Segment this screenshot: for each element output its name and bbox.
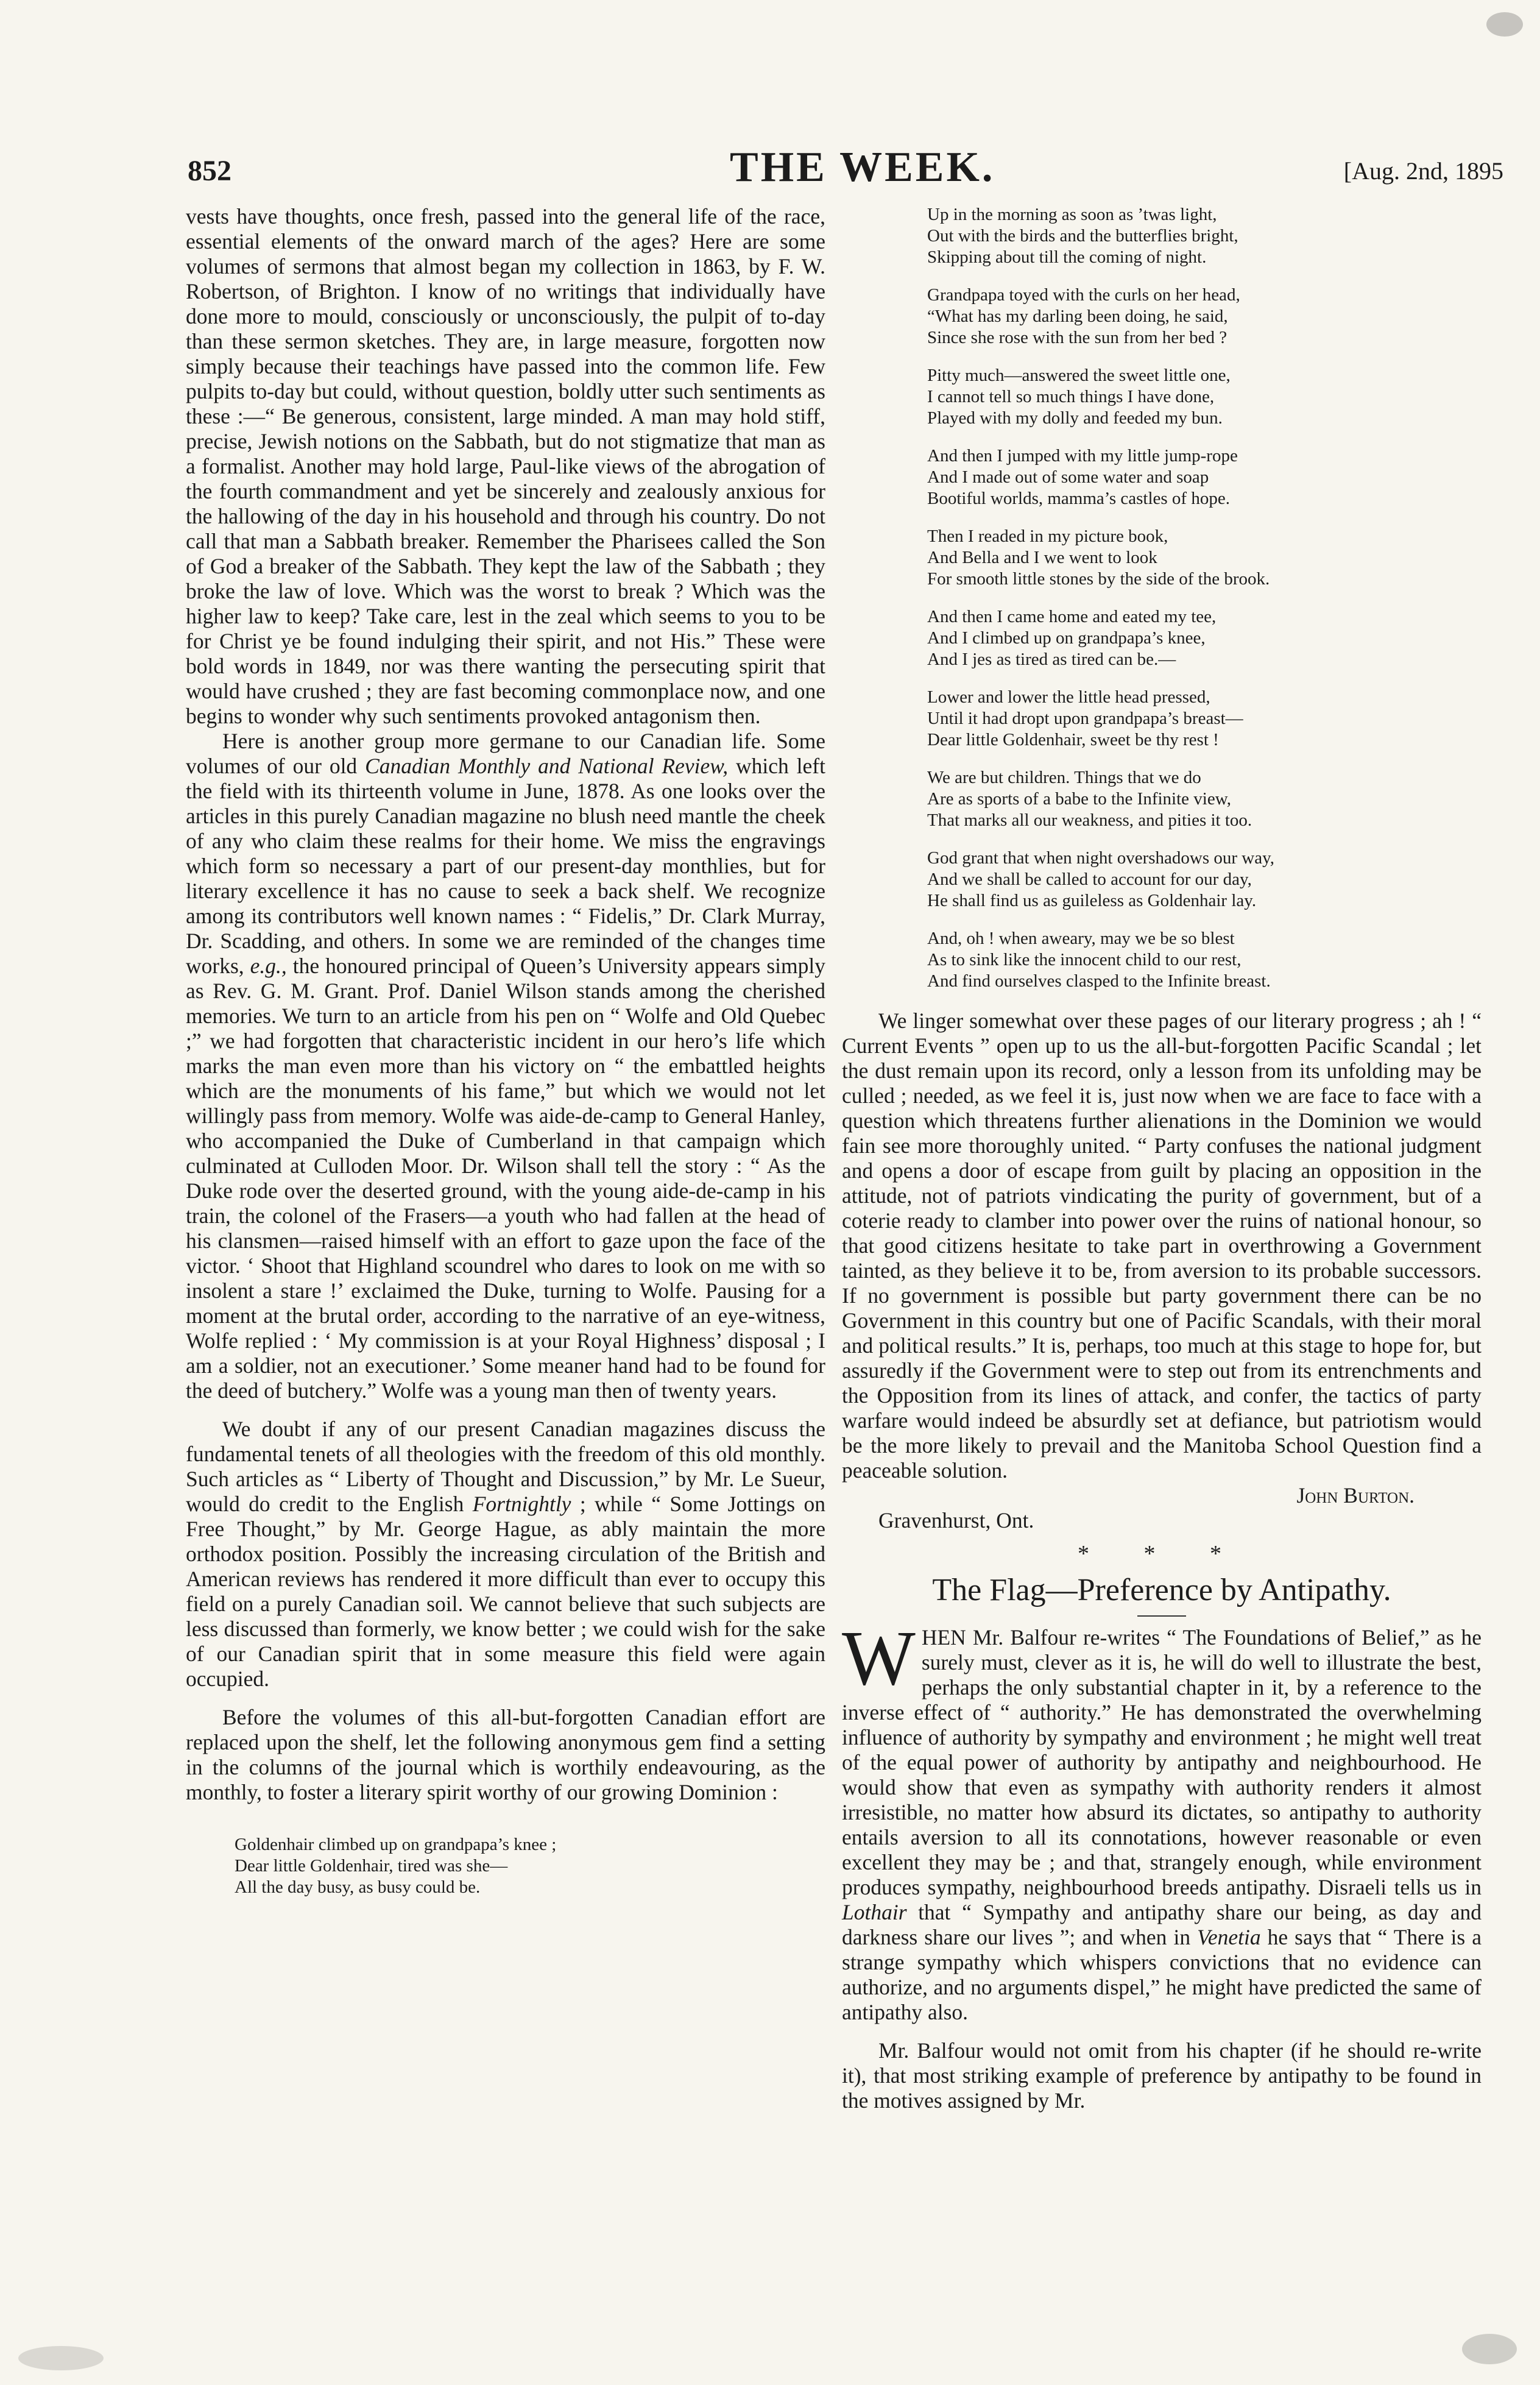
poem-stanza: Lower and lower the little head pressed, Until it had dropt upon grandpapa’s breast— Dear little Goldenhair, sweet be thy rest ! bbox=[927, 687, 1243, 750]
scan-speckle bbox=[1486, 12, 1523, 37]
poem-stanza: And then I came home and eated my tee, And I climbed up on grandpapa’s knee, And I jes as tired as tired can be.— bbox=[927, 607, 1217, 669]
drop-cap: W bbox=[842, 1615, 916, 1701]
poem-stanza: And then I jumped with my little jump-rope And I made out of some water and soap Bootiful worlds, mamma’s castles of hope. bbox=[927, 446, 1238, 508]
poem-line: Dear little Goldenhair, tired was she— bbox=[235, 1856, 508, 1876]
paragraph: We doubt if any of our present Canadian magazines discuss the fundamental tenets of all theologies with the freedom of this old monthly. Such articles as “ Liberty of Thought and Discussion,” by Mr. Le Sueur, would do credit to the English Fortnightly ; while “ Some Jottings on Free Thought,” by Mr. George Hague, as ably maintain the more orthodox position. Possibly the increasing circulation of the British and American reviews has rendered it more difficult than ever to occupy this field on a purely Canadian soil. We cannot believe that such subjects are less discussed than formerly, we know better ; we could wish for the sake of our Canadian spirit that in some measure this field were again occupied. bbox=[186, 1417, 825, 1691]
author-location: Gravenhurst, Ont. bbox=[878, 1508, 1034, 1533]
poem-line: All the day busy, as busy could be. bbox=[235, 1877, 481, 1897]
left-column bbox=[186, 204, 825, 1898]
paragraph: We linger somewhat over these pages of our literary progress ; ah ! “ Current Events ” open up to us the all-but-forgotten Pacific Scandal ; let the dust remain upon its record, only a lesson from its unfolding may be culled ; needed, as we feel it is, just now when we are face to face with a question which threatens further alienations in the Dominion we would fain see more thoroughly united. “ Party confuses the national judgment and opens a door of escape from guilt by placing an opposition in the attitude, not of patriots vindicating the purity of government, but of a coterie ready to clamber into power over the ruins of national honour, so that good citizens hesitate to take part in overthrowing a Government tainted, as they believe it to be, from aversion to its probable successors. If no government is possible but party government there can be no Government in this country but one of Pacific Scandals, with their moral and political results.” It is, perhaps, too much at this stage to hope for, but assuredly if the Government were to step out from its entrenchments and the Opposition from its lines of attack, and confer, the tactics of party warfare would indeed be absurdly set at defiance, but patriotism would be the more likely to prevail and the Manitoba School Question find a peaceable solution. bbox=[842, 1008, 1482, 1483]
poem-stanza: We are but children. Things that we do Are as sports of a babe to the Infinite view, That marks all our weakness, and pities it too. bbox=[927, 768, 1252, 830]
page-header bbox=[188, 143, 1528, 192]
page-number: 852 bbox=[188, 155, 231, 187]
article-heading: The Flag—Preference by Antipathy. bbox=[932, 1573, 1391, 1607]
poem-stanza: God grant that when night overshadows our way, And we shall be called to account for our day, He shall find us as guileless as Goldenhair lay. bbox=[927, 848, 1274, 910]
poem-stanza: Grandpapa toyed with the curls on her head, “What has my darling been doing, he said, Since she rose with the sun from her bed ? bbox=[927, 285, 1240, 347]
heading-rule bbox=[1137, 1615, 1186, 1617]
section-separator: * * * bbox=[1078, 1541, 1246, 1567]
masthead-title: THE WEEK. bbox=[730, 144, 995, 191]
paragraph: Before the volumes of this all-but-forgotten Canadian effort are replaced upon the shelf, let the following anonymous gem find a setting in the columns of the journal which is worthily endeavouring, as the monthly, to foster a literary spirit worthy of our growing Dominion : bbox=[186, 1705, 825, 1804]
poem-continuation bbox=[927, 204, 1482, 992]
paragraph: WHEN Mr. Balfour re-writes “ The Foundations of Belief,” as he surely must, clever as it is, he will do well to illustrate the best, perhaps the only substantial chapter in it, by a reference to the inverse effect of “ authority.” He has demonstrated the overwhelming influence of authority by sympathy and environment ; he might well treat of the equal power of authority by antipathy and neighbourhood. He would show that even as sympathy with authority renders it almost irresistible, no matter how absurd its dictates, so antipathy to authority entails aversion to all its connotations, however reasonable or even excellent they may be ; and that, strangely enough, while environment produces sympathy, neighbourhood breeds antipathy. Disraeli tells us in Lothair that “ Sympathy and antipathy share our being, as day and darkness share our lives ”; and when in Venetia he says that “ There is a strange sympathy which whispers convictions that no evidence can authorize, and no arguments dispel,” he might have predicted the same of antipathy also. bbox=[842, 1615, 1482, 2024]
paragraph: vests have thoughts, once fresh, passed into the general life of the race, essential elements of the onward march of the ages? Here are some volumes of sermons that almost began my collection in 1863, by F. W. Robertson, of Brighton. I know of no writings that individually have done more to mould, consciously or unconsciously, the pulpit of to-day than these sermon sketches. They are, in large measure, forgotten now simply because their teachings have passed into the common life. Few pulpits to-day but could, without question, boldly utter such sentiments as these :—“ Be generous, consistent, large minded. A man may hold stiff, precise, Jewish notions on the Sabbath, but do not stigmatize that man as a formalist. Another may hold large, Paul-like views of the abrogation of the fourth commandment and yet be sincerely and zealously anxious for the hallowing of the day in his household and through his country. Do not call that man a Sabbath breaker. Remember the Pharisees called the Son of God a breaker of the Sabbath. They kept the law of the Sabbath ; they broke the law of love. Which was the worst to break ? Which was the higher law to keep? Take care, lest in the zeal which seems to you to be for Christ ye be found indulging their spirit, and not His.” These were bold words in 1849, nor was there wanting the persecuting spirit that would have crushed ; they are fast becoming commonplace now, and one begins to wonder why such sentiments provoked antagonism then. bbox=[186, 204, 825, 728]
poem-line: Goldenhair climbed up on grandpapa’s knee ; bbox=[235, 1835, 557, 1854]
right-column bbox=[842, 204, 1482, 2113]
poem-excerpt bbox=[235, 1834, 825, 1898]
poem-stanza: And, oh ! when aweary, may we be so blest As to sink like the innocent child to our rest, And find ourselves clasped to the Infinite breast. bbox=[927, 929, 1271, 991]
paragraph: Here is another group more germane to our Canadian life. Some volumes of our old Canadian Monthly and National Review, which left the field with its thirteenth volume in June, 1878. As one looks over the articles in this purely Canadian magazine no blush need mantle the cheek of any who claim these realms for their home. We miss the engravings which form so necessary a part of our present-day monthlies, but for literary excellence it has no cause to seek a back shelf. We recognize among its contributors well known names : “ Fidelis,” Dr. Clark Murray, Dr. Scadding, and others. In some we are reminded of the changes time works, e.g., the honoured principal of Queen’s University appears simply as Rev. G. M. Grant. Prof. Daniel Wilson stands among the cherished memories. We turn to an article from his pen on “ Wolfe and Old Quebec ;” we had forgotten that characteristic incident in our hero’s life which marks the man even more than his victory on “ the embattled heights which are the monuments of his fame,” but which we would not let willingly pass from memory. Wolfe was aide-de-camp to General Hanley, who accompanied the Duke of Cumberland in that campaign which culminated at Culloden Moor. Dr. Wilson shall tell the story : “ As the Duke rode over the deserted ground, with the young aide-de-camp in his train, the colonel of the Frasers—a youth who had fallen at the head of his clansmen—raised himself with an effort to gaze upon the face of the victor. ‘ Shoot that Highland scoundrel who dares to look on me with so insolent a stare !’ exclaimed the Duke, turning to Wolfe. Pausing for a moment at the brutal order, according to the narrative of an eye-witness, Wolfe replied : ‘ My commission is at your Royal Highness’ disposal ; I am a soldier, not an executioner.’ Some meaner hand had to be found for the deed of butchery.” Wolfe was a young man then of twenty years. bbox=[186, 729, 825, 1403]
author-signature: John Burton. bbox=[1296, 1483, 1415, 1508]
scan-speckle bbox=[18, 2346, 104, 2370]
poem-stanza: Then I readed in my picture book, And Bella and I we went to look For smooth little stones by the side of the brook. bbox=[927, 526, 1270, 589]
poem-stanza: Pitty much—answered the sweet little one, I cannot tell so much things I have done, Played with my dolly and feeded my bun. bbox=[927, 366, 1231, 428]
issue-date: [Aug. 2nd, 1895 bbox=[1343, 157, 1503, 185]
paragraph: Mr. Balfour would not omit from his chapter (if he should re-write it), that most striking example of preference by antipathy to be found in the motives assigned by Mr. bbox=[842, 2038, 1482, 2113]
scan-speckle bbox=[1462, 2334, 1517, 2364]
poem-stanza: Up in the morning as soon as ’twas light, Out with the birds and the butterflies bright, Skipping about till the coming of night. bbox=[927, 205, 1238, 267]
